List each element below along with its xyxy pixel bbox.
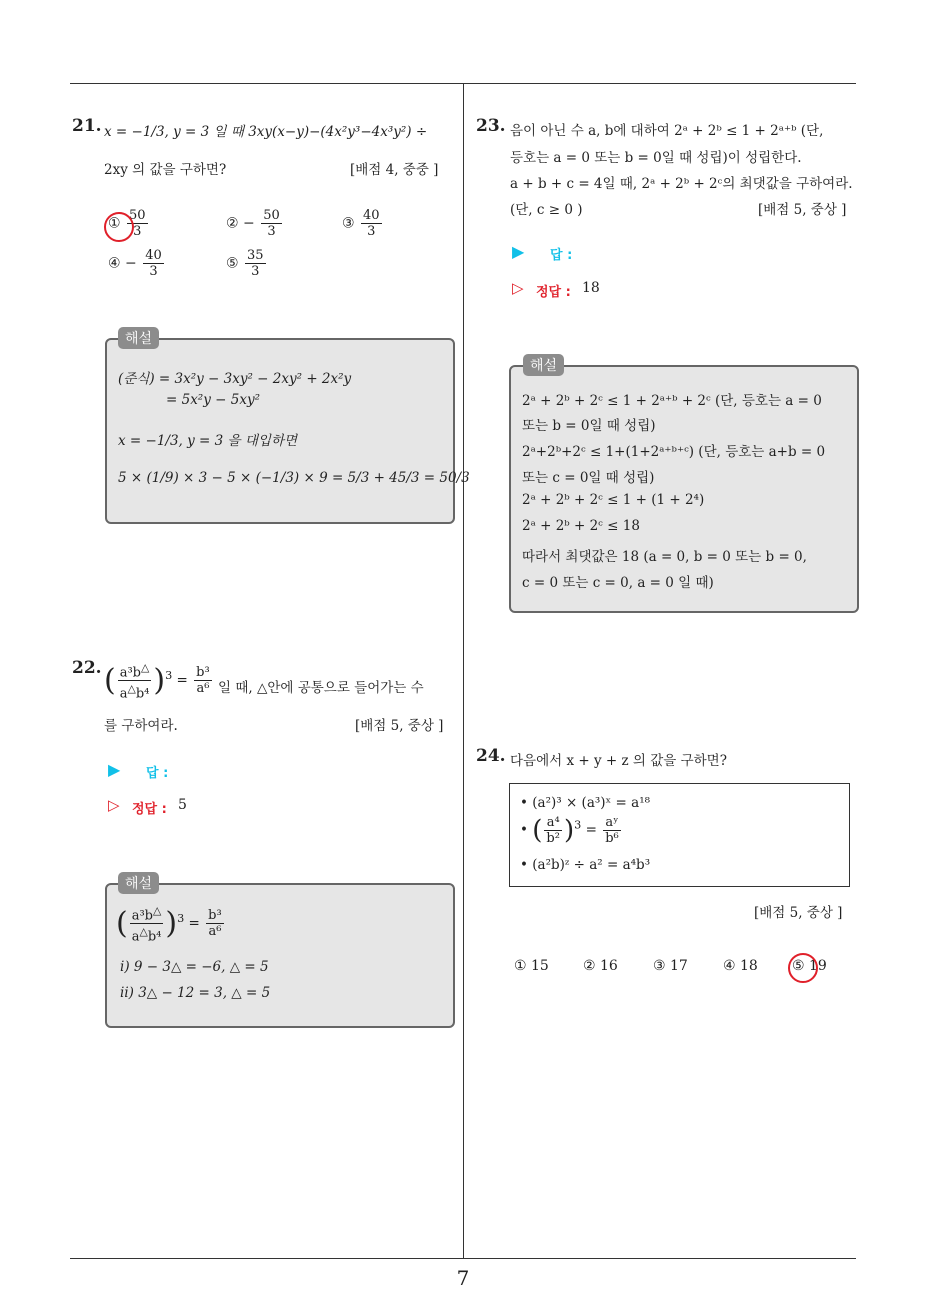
choice-mark: ② <box>583 958 596 974</box>
q21-choice-5[interactable]: ⑤ $\frac{35}{3}$ <box>226 248 264 279</box>
q22-explanation-tab: 해설 <box>118 872 159 894</box>
q21-choice-3[interactable]: ③ $\frac{40}{3}$ <box>342 208 380 239</box>
choice-mark: ② <box>226 215 239 232</box>
q23-expl-line8: c = 0 또는 c = 0, a = 0 일 때) <box>522 575 714 591</box>
q24-condition-3: • (a²b)ᶻ ÷ a² = a⁴b³ <box>520 857 651 873</box>
bottom-rule <box>70 1258 856 1259</box>
q24-condition-2: • ( $\frac{\text{a⁴}}{\text{b²}}$ )$^3$ = $\frac{\text{aʸ}}{\text{b⁶}}$ <box>520 815 619 846</box>
q21-expl-line2: = 5x²y − 5xy² <box>166 392 260 408</box>
q24-condition-1: • (a²)³ × (a³)ˣ = a¹⁸ <box>520 795 651 811</box>
q21-text-line2: 2xy 의 값을 구하면? <box>104 162 227 178</box>
answer-arrow-icon: ▶ <box>512 242 525 261</box>
q24-choice-5[interactable]: ⑤ 19 <box>792 958 827 974</box>
q23-expl-line5: 2ᵃ + 2ᵇ + 2ᶜ ≤ 1 + (1 + 2⁴) <box>522 492 705 508</box>
selected-circle-icon <box>788 953 818 983</box>
q21-text-line1 <box>104 120 427 140</box>
q23-explanation-tab: 해설 <box>523 354 564 376</box>
q24-score: [배점 5, 중상 ] <box>754 905 843 921</box>
q23-key-label: 정답 : <box>536 285 571 300</box>
q22-key-label: 정답 : <box>132 802 167 817</box>
q22-formula: ( $\frac{a^3b^\triangle}{a^\triangle b^4}$ )$^3$ = $\frac{\text{b³}}{\text{a⁶}}$ <box>104 661 210 702</box>
q24-choice-2[interactable]: ② 16 <box>583 958 618 974</box>
selected-circle-icon <box>104 212 134 242</box>
q22-expl-line1: ( $\frac{a^3b^\triangle}{a^\triangle b^4}$ )$^3$ = $\frac{\text{b³}}{\text{a⁶}}$ <box>116 904 222 945</box>
q23-expl-line7: 따라서 최댓값은 18 (a = 0, b = 0 또는 b = 0, <box>522 549 807 565</box>
q22-expl-line2: ⅰ) 9 − 3△ = −6, △ = 5 <box>120 959 269 975</box>
q21-expl-line4: 5 × (1/9) × 3 − 5 × (−1/3) × 9 = 5/3 + 45/3 = 50/3 <box>118 470 470 486</box>
q21-number: 21. <box>72 116 102 136</box>
choice-mark: ① <box>514 958 527 974</box>
q22-score: [배점 5, 중상 ] <box>355 718 444 734</box>
choice-mark: ③ <box>653 958 666 974</box>
choice-mark: ① <box>108 215 121 232</box>
q21-choice-1[interactable]: ① $\frac{50}{3}$ <box>108 208 146 239</box>
answer-arrow-icon: ▶ <box>108 760 121 779</box>
q22-expl-line3: ⅱ) 3△ − 12 = 3, △ = 5 <box>120 985 271 1001</box>
q23-expl-line2: 또는 b = 0일 때 성립) <box>522 418 656 434</box>
answer-key-arrow-icon: ▷ <box>108 796 120 814</box>
q22-answer-label: 답 : <box>146 766 169 781</box>
choice-mark: ④ <box>108 255 121 272</box>
choice-mark: ③ <box>342 215 355 232</box>
q24-choice-1[interactable]: ① 15 <box>514 958 549 974</box>
q21-score: [배점 4, 중중 ] <box>350 162 439 178</box>
choice-mark: ⑤ <box>226 255 239 272</box>
q21-line1: x = −1/3, y = 3 일 때 3xy(x−y)−(4x²y³−4x³y²) ÷ <box>104 124 428 140</box>
q22-text-line2: 를 구하여라. <box>104 718 178 734</box>
q24-choice-4[interactable]: ④ 18 <box>723 958 758 974</box>
q23-expl-line3: 2ᵃ+2ᵇ+2ᶜ ≤ 1+(1+2ᵃ⁺ᵇ⁺ᶜ) (단, 등호는 a+b = 0 <box>522 444 826 460</box>
q23-score: [배점 5, 중상 ] <box>758 202 847 218</box>
q21-choice-2[interactable]: ② − $\frac{50}{3}$ <box>226 208 280 239</box>
page-number: 7 <box>456 1266 470 1290</box>
choice-mark: ⑤ <box>792 958 805 974</box>
q23-text-line4: (단, c ≥ 0 ) <box>510 202 583 218</box>
q21-expl-line1: (준식) = 3x²y − 3xy² − 2xy² + 2x²y <box>118 371 352 387</box>
q23-key-value: 18 <box>582 280 600 296</box>
q22-text-line1: 일 때, △안에 공통으로 들어가는 수 <box>218 680 424 696</box>
q21-choice-4[interactable]: ④ − $\frac{40}{3}$ <box>108 248 162 279</box>
q23-text-line3: a + b + c = 4일 때, 2ᵃ + 2ᵇ + 2ᶜ의 최댓값을 구하여라. <box>510 176 853 192</box>
q24-number: 24. <box>476 746 506 766</box>
q24-text-line1: 다음에서 x + y + z 의 값을 구하면? <box>510 753 727 769</box>
q21-explanation-tab: 해설 <box>118 327 159 349</box>
q23-text-line1: 음이 아닌 수 a, b에 대하여 2ᵃ + 2ᵇ ≤ 1 + 2ᵃ⁺ᵇ (단, <box>510 123 824 139</box>
q21-expl-line3: x = −1/3, y = 3 을 대입하면 <box>118 433 298 449</box>
q22-key-value: 5 <box>178 797 187 813</box>
q23-answer-label: 답 : <box>550 248 573 263</box>
q22-number: 22. <box>72 658 102 678</box>
choice-mark: ④ <box>723 958 736 974</box>
q23-text-line2: 등호는 a = 0 또는 b = 0일 때 성립)이 성립한다. <box>510 150 802 166</box>
q23-number: 23. <box>476 116 506 136</box>
column-divider <box>463 83 464 1258</box>
q23-expl-line6: 2ᵃ + 2ᵇ + 2ᶜ ≤ 18 <box>522 518 640 534</box>
answer-key-arrow-icon: ▷ <box>512 279 524 297</box>
q23-expl-line1: 2ᵃ + 2ᵇ + 2ᶜ ≤ 1 + 2ᵃ⁺ᵇ + 2ᶜ (단, 등호는 a = 0 <box>522 393 822 409</box>
q24-choice-3[interactable]: ③ 17 <box>653 958 688 974</box>
q23-expl-line4: 또는 c = 0일 때 성립) <box>522 470 655 486</box>
